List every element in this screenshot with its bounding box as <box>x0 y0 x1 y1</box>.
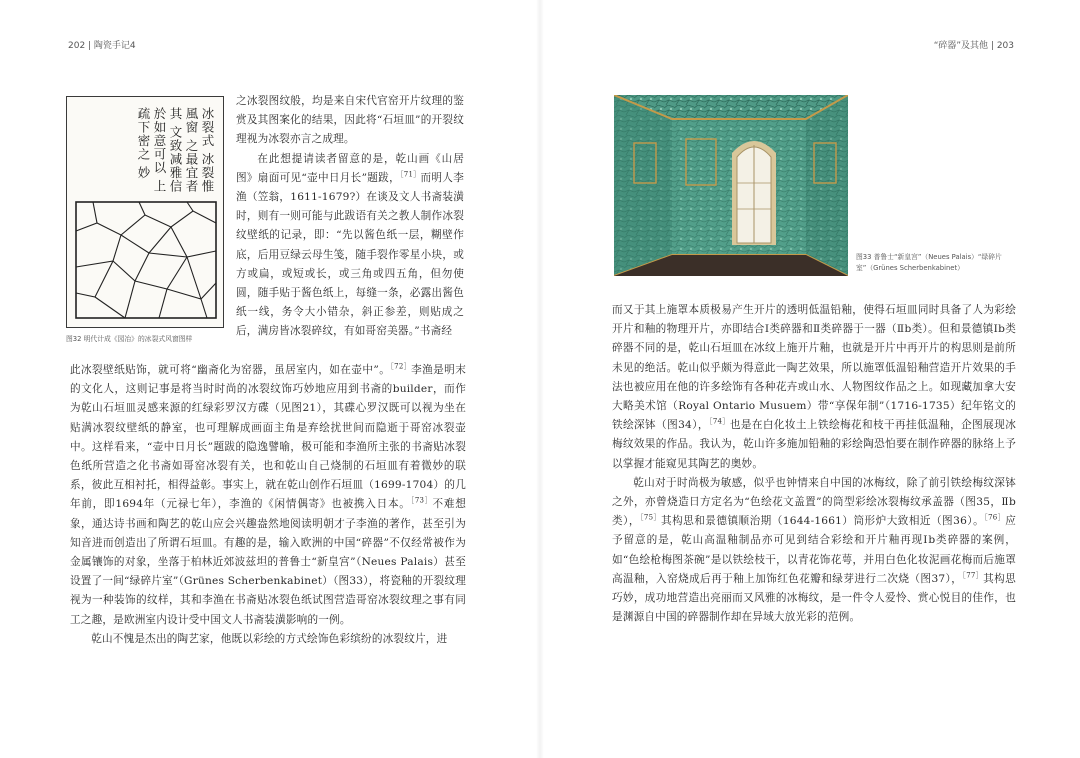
left-top-column <box>236 92 464 342</box>
footnote-ref[interactable]: ［76］ <box>984 513 1006 522</box>
green-shard-room-photo <box>614 95 848 276</box>
right-page <box>540 0 1080 758</box>
figure-33-caption: 图33 普鲁士“新皇宫”（Neues Palais）“绿碎片室”（Grünes Scherbenkabinet） <box>856 253 1002 272</box>
figure-inscription: 冰裂式 冰裂惟風窗 之最宜者其 文致减雅信 於如意可以 上疏下密之 妙 <box>136 107 215 193</box>
footnote-ref[interactable]: ［74］ <box>708 417 730 426</box>
paragraph: 之冰裂图纹般，均是来自宋代官窑开片纹理的鉴赏及其图案化的结果，因此将“石垣皿”的开裂纹理视为冰裂亦言之成理。 <box>236 95 464 146</box>
paragraph: 乾山不愧是杰出的陶艺家，他既以彩绘的方式绘饰色彩缤纷的冰裂纹片，进 <box>91 632 448 645</box>
footnote-ref[interactable]: ［73］ <box>410 496 433 505</box>
ice-crack-lattice-drawing <box>75 201 217 319</box>
left-bottom-column <box>70 361 466 649</box>
footnote-ref[interactable]: ［75］ <box>639 513 661 522</box>
room-illustration <box>614 95 848 276</box>
footnote-ref[interactable]: ［77］ <box>962 571 984 580</box>
left-running-head: 202 | 陶瓷手记4 <box>68 41 136 51</box>
right-running-head: “碎器”及其他 | 203 <box>933 41 1014 51</box>
paragraph: 此冰裂壁纸贴饰，就可将“幽斋化为窑器，虽居室内，如在壶中”。$^{[72]}$李渔是明末的文化人，这则记事是将当时时尚的冰裂纹饰巧妙地应用到书斋的builder，而作为乾山石垣皿灵感来源的红绿彩罗汉方碟（见图21），其碟心罗汉既可以视为坐在贴满冰裂纹壁纸的静室，也可理解成画面主角是弃绘扰世间而隐逝于哥窑冰裂壶中。这样看来，“壶中日月长”题跋的隐逸譬喻，极可能和李渔所主张的书斋贴冰裂色纸所营造之化书斋如哥窑冰裂有关，也和乾山自己烧制的石垣皿有着微妙的联系，彼此互相衬托，相得益彰。事实上，就在乾山创作石垣皿（1699-1704）的几年前，即1694年（元禄七年），李渔的《闲情偶寄》也被携入日本。$^{[73]}$不难想象，通达诗书画和陶艺的乾山应会兴趣盎然地阅读明朝才子李渔的著作，甚至引为知音进而创造出了所谓石垣皿。有趣的是，输入欧洲的中国“碎器”不仅经常被作为金属镶饰的对象，坐落于柏林近郊波兹坦的普鲁士“新皇宫”（Neues Palais）甚至设置了一间“绿碎片室”（Grünes Scherbenkabinet）（图33），将瓷釉的开裂纹理视为一种装饰的纹样，其和李渔在书斋贴冰裂色纸试图营造哥窑冰裂纹理之事有同工之趣，是欧洲室内设计受中国文人书斋装潢影响的一例。 <box>70 362 466 626</box>
right-column <box>612 301 1016 627</box>
footnote-ref[interactable]: ［72］ <box>390 362 412 371</box>
paragraph: 在此想提请读者留意的是，乾山画《山居图》扇面可见“壶中日月长”题跋，$^{[71]}$而明人李渔（笠翁，1611-1679?）在谈及文人书斋装潢时，则有一则可能与此跋语有关之教人制作冰裂纹壁纸的记录，即：“先以酱色纸一层，糊壁作底，后用豆绿云母生笺，随手裂作零星小块，或方或扁，或短或长，或三角或四五角，但勿使圆，随手贴于酱色纸上，每缝一条，必露出酱色纸一线，务令大小错杂，斜正参差，则贴成之后，满房皆冰裂碎纹，有如哥窑美器。”书斋经 <box>236 152 464 338</box>
paragraph: 乾山对于时尚极为敏感，似乎也钟情来自中国的冰梅纹，除了前引铁绘梅纹深钵之外，亦曾烧造日方定名为“色绘花文盖置”的筒型彩绘冰裂梅纹承盖器（图35，Ⅱb类），$^{[75]}$其构思和景德镇顺治期（1644-1661）筒形炉大致相近（图36）。$^{[76]}$应予留意的是，乾山高温釉制品亦可见到结合彩绘和开片釉再现Ⅰb类碎器的案例，如“色绘枪梅图茶碗”是以铁绘枝干，以青花饰花萼，并用白色化妆泥画花梅而后施罩高温釉，入窑烧成后再于釉上加饰红色花瓣和绿芽进行二次烧（图37），$^{[77]}$其构思巧妙，成功地营造出亮丽而又风雅的冰梅纹，是一件令人爱怜、赏心悦目的佳作，也是渊源自中国的碎器制作却在异域大放光彩的范例。 <box>612 476 1017 624</box>
lattice-window-figure <box>66 96 224 328</box>
footnote-ref[interactable]: ［71］ <box>399 170 421 179</box>
paragraph: 而又于其上施罩本质极易产生开片的透明低温铅釉，使得石垣皿同时具备了人为彩绘开片和釉的物理开片，亦即结合Ⅰ类碎器和Ⅱ类碎器于一器（Ⅱb类）。但和景德镇Ⅰb类碎器不同的是，乾山石垣皿在冰纹上施开片釉，也就是开片中再开片的构思则是前所未见的绝活。乾山似乎颇为得意此一陶艺效果，所以施罩低温铅釉营造开片效果的手法也被应用在他的许多绘饰有各种花卉或山水、人物图纹作品之上。如现藏加拿大安大略美术馆（Royal Ontario Musuem）带“享保年制”（1716-1735）纪年铭文的铁绘深钵（图34），$^{[74]}$也是在白化妆土上铁绘梅花和枝干再挂低温釉，企图展现冰梅纹效果的作品。我认为，乾山许多施加铅釉的彩绘陶恐怕要在制作碎器的脉络上予以掌握才能窥见其陶艺的奥妙。 <box>612 304 1016 470</box>
figure-32-caption: 图32 明代计成《园冶》的冰裂式风窗图样 <box>66 335 193 343</box>
